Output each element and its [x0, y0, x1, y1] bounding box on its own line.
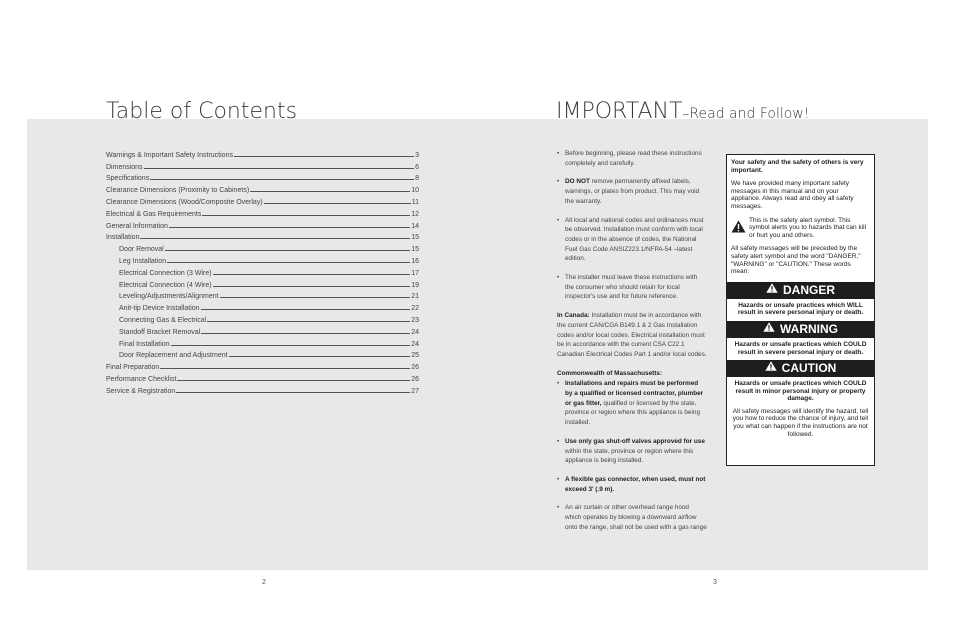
toc-entry-page: 10 [411, 187, 419, 195]
toc-leader-line [150, 179, 414, 180]
toc-entry-label: Door Removal [119, 246, 164, 254]
toc-entry [106, 147, 419, 159]
toc-entry-label: Electrical Connection (4 Wire) [119, 281, 212, 289]
danger-banner [727, 282, 874, 299]
toc-entry [106, 265, 419, 277]
toc-leader-line [201, 309, 411, 310]
warning-description: Hazards or unsafe practices which COULD result in severe personal injury or death. [734, 340, 867, 356]
toc-entry [106, 241, 419, 253]
bullet-text [565, 149, 707, 168]
toc-entry [106, 336, 419, 348]
toc-entry-page: 12 [411, 210, 419, 218]
bullet-dot: • [557, 178, 560, 186]
bullet-body: The installer must leave these instructions with the consumer who should retain for local inspector's use and for future reference. [565, 274, 698, 301]
canada-text: Installation must be in accordance with the current CAN/CGA B149.1 & 2 Gas Installation codes and/or local codes. Electrical installation must be in accordance with the current CSA C22.1 Canadian Electrical Codes Part 1 and/or local codes. [557, 312, 707, 358]
safety-intro-bold: Your safety and the safety of others is very important. [731, 159, 864, 174]
bullet-list-general [557, 149, 707, 302]
toc-entry-page: 15 [411, 246, 419, 254]
toc-leader-line [169, 227, 410, 228]
bullet-body: All local and national codes and ordinances must be observed. Installation must conform with local codes or in the absence of codes, the National Fuel Gas Code ANSIZ223.1/NFPA-54 –latest edition. [565, 216, 704, 263]
canada-label: In Canada: [557, 312, 590, 320]
toc-entry-label: Specifications [106, 175, 150, 183]
toc-entry [106, 218, 419, 230]
caution-label: CAUTION [781, 361, 837, 376]
bullet-text [565, 177, 707, 206]
bullet-body: within the state, province or region where this appliance is being installed. [565, 447, 694, 465]
toc-entry [106, 194, 419, 206]
toc-entry [106, 300, 419, 312]
toc-leader-line [234, 156, 414, 157]
toc-leader-line [165, 250, 410, 251]
warning-alert-icon [763, 320, 775, 337]
toc-entry-label: Leveling/Adjustments/Alignment [119, 293, 219, 301]
caution-banner [727, 360, 874, 377]
bullet-item [557, 437, 707, 466]
danger-alert-icon [766, 281, 778, 298]
toc-entry [106, 253, 419, 265]
toc-entry [106, 277, 419, 289]
safety-alert-icon [731, 217, 749, 240]
danger-description: Hazards or unsafe practices which WILL result in severe personal injury or death. [737, 301, 864, 317]
toc-entry-page: 21 [411, 293, 419, 301]
canada-paragraph [557, 311, 707, 360]
bullet-item [557, 379, 707, 428]
bullet-bold: Use only gas shut-off valves approved for use [565, 437, 705, 445]
toc-entry-page: 6 [415, 163, 419, 171]
toc-entry-page: 25 [411, 352, 419, 360]
toc-entry-page: 15 [411, 234, 419, 242]
toc-leader-line [220, 297, 411, 298]
toc-entry-label: Installation [106, 234, 140, 242]
toc-leader-line [140, 238, 410, 239]
bullet-item [557, 273, 707, 302]
caution-description: Hazards or unsafe practices which COULD result in minor personal injury or property damage. [734, 380, 867, 403]
toc-entry-label: Warnings & Important Safety Instructions [106, 151, 233, 159]
toc-entry-label: Clearance Dimensions (Proximity to Cabinets) [106, 187, 250, 195]
toc-entry-label: Leg Installation [119, 257, 167, 265]
toc-entry-label: Final Preparation [106, 364, 160, 372]
bullet-body: remove permanently affixed labels, warnings, or plates from product. This may void the warranty. [565, 178, 700, 205]
bullet-dot: • [557, 380, 560, 388]
bullet-body: An air curtain or other overhead range hood which operates by blowing a downward airflow onto the range, shall not be used with a gas range [565, 504, 707, 531]
toc-entry [106, 206, 419, 218]
bullet-item [557, 503, 707, 532]
toc-entry-label: Electrical Connection (3 Wire) [119, 269, 212, 277]
bullet-item [557, 216, 707, 265]
bullet-text [565, 503, 707, 532]
toc-leader-line [201, 333, 410, 334]
toc-leader-line [207, 321, 410, 322]
toc-leader-line [177, 380, 410, 381]
warning-banner [727, 321, 874, 338]
bullet-dot: • [557, 475, 560, 483]
toc-leader-line [213, 286, 411, 287]
safety-preceded-text: All safety messages will be preceded by the safety alert symbol and the word "DANGER," "WARNING" or "CAUTION." These words mean: [731, 245, 861, 276]
toc-entry-label: Final Installation [119, 340, 170, 348]
toc-entry-label: Door Replacement and Adjustment [119, 352, 228, 360]
toc-entry-page: 3 [415, 151, 419, 159]
toc-entry-label: Standoff Bracket Removal [119, 328, 201, 336]
toc-leader-line [213, 274, 411, 275]
toc-entry-page: 24 [411, 328, 419, 336]
toc-entry-page: 26 [411, 375, 419, 383]
toc-entry-label: Electrical & Gas Requirements [106, 210, 202, 218]
toc-leader-line [264, 203, 411, 204]
toc-leader-line [202, 215, 410, 216]
toc-entry-label: Dimensions [106, 163, 143, 171]
toc-entry-label: Performance Checklist [106, 375, 177, 383]
bullet-dot: • [557, 150, 560, 157]
toc-entry-page: 24 [411, 340, 419, 348]
toc-entry [106, 312, 419, 324]
toc-entry-page: 27 [411, 387, 419, 395]
safety-alert-row [731, 217, 870, 240]
toc-leader-line [171, 345, 411, 346]
bullet-text [565, 273, 707, 302]
toc-entry [106, 359, 419, 371]
important-title-main: IMPORTANT [556, 99, 683, 124]
toc-entry-page: 17 [411, 269, 419, 277]
toc-entry-page: 23 [411, 316, 419, 324]
toc-entry-label: Service & Registration [106, 387, 176, 395]
toc-entry-label: Connecting Gas & Electrical [119, 316, 207, 324]
toc-entry-page: 14 [411, 222, 419, 230]
important-title-rest: –Read and Follow! [682, 106, 810, 122]
warning-label: WARNING [780, 321, 838, 336]
bullet-dot: • [557, 274, 560, 282]
safety-closing: All safety messages will identify the hazard, tell you how to reduce the chance of injury, and tell you what can happen if the instructions are not followed. [732, 407, 869, 438]
toc-title: Table of Contents [106, 99, 298, 124]
bullet-dot: • [557, 437, 560, 445]
bullet-item [557, 149, 707, 168]
table-of-contents [106, 147, 419, 395]
danger-label: DANGER [782, 282, 835, 297]
caution-alert-icon [765, 359, 777, 376]
toc-entry [106, 289, 419, 301]
toc-entry [106, 159, 419, 171]
toc-leader-line [176, 392, 410, 393]
toc-entry [106, 383, 419, 395]
bullet-text [565, 216, 707, 265]
toc-entry-page: 8 [415, 175, 419, 183]
toc-entry-page: 19 [411, 281, 419, 289]
toc-entry-page: 26 [411, 364, 419, 372]
bullet-bold: Installations and repairs must be performed by a qualified or licensed contractor, plumber or gas fitter, [565, 380, 704, 407]
toc-entry-label: Anit-tip Device Installation [119, 305, 200, 313]
toc-leader-line [167, 262, 410, 263]
toc-entry [106, 171, 419, 183]
page-number-left: 2 [262, 579, 266, 586]
bullet-dot: • [557, 504, 560, 512]
toc-entry-page: 22 [411, 305, 419, 313]
important-column [557, 149, 707, 542]
bullet-text [565, 475, 707, 494]
page-number-right: 3 [713, 579, 717, 586]
massachusetts-heading: Commonwealth of Massachusetts: [557, 369, 663, 377]
bullet-text [565, 437, 707, 466]
bullet-list-massachusetts [557, 379, 707, 532]
toc-entry-label: General Information [106, 222, 168, 230]
bullet-bold: DO NOT [565, 178, 590, 186]
toc-entry [106, 230, 419, 242]
safety-intro: We have provided many important safety messages in this manual and on your appliance. Always read and obey all safety messages. [731, 180, 854, 210]
toc-leader-line [229, 356, 411, 357]
toc-entry [106, 182, 419, 194]
bullet-item [557, 475, 707, 494]
bullet-bold: A flexible gas connector, when used, must not exceed 3' (.9 m). [565, 475, 706, 493]
toc-leader-line [250, 191, 410, 192]
toc-entry-label: Clearance Dimensions (Wood/Composite Overlay) [106, 198, 263, 206]
toc-entry [106, 348, 419, 360]
safety-alert-text: This is the safety alert symbol. This symbol alerts you to hazards that can kill or hurt you and others. [749, 216, 867, 239]
safety-box [726, 154, 875, 466]
bullet-item [557, 177, 707, 206]
bullet-body: qualified or licensed by the state, province or region where this appliance is being installed. [565, 399, 700, 427]
bullet-body: Before beginning, please read these instructions completely and carefully. [565, 150, 702, 167]
toc-entry [106, 324, 419, 336]
toc-entry-page: 11 [411, 198, 419, 206]
bullet-text [565, 379, 707, 428]
toc-entry-page: 16 [411, 257, 419, 265]
bullet-dot: • [557, 216, 560, 224]
toc-leader-line [160, 368, 410, 369]
important-title [556, 99, 809, 124]
toc-leader-line [144, 168, 415, 169]
toc-entry [106, 371, 419, 383]
